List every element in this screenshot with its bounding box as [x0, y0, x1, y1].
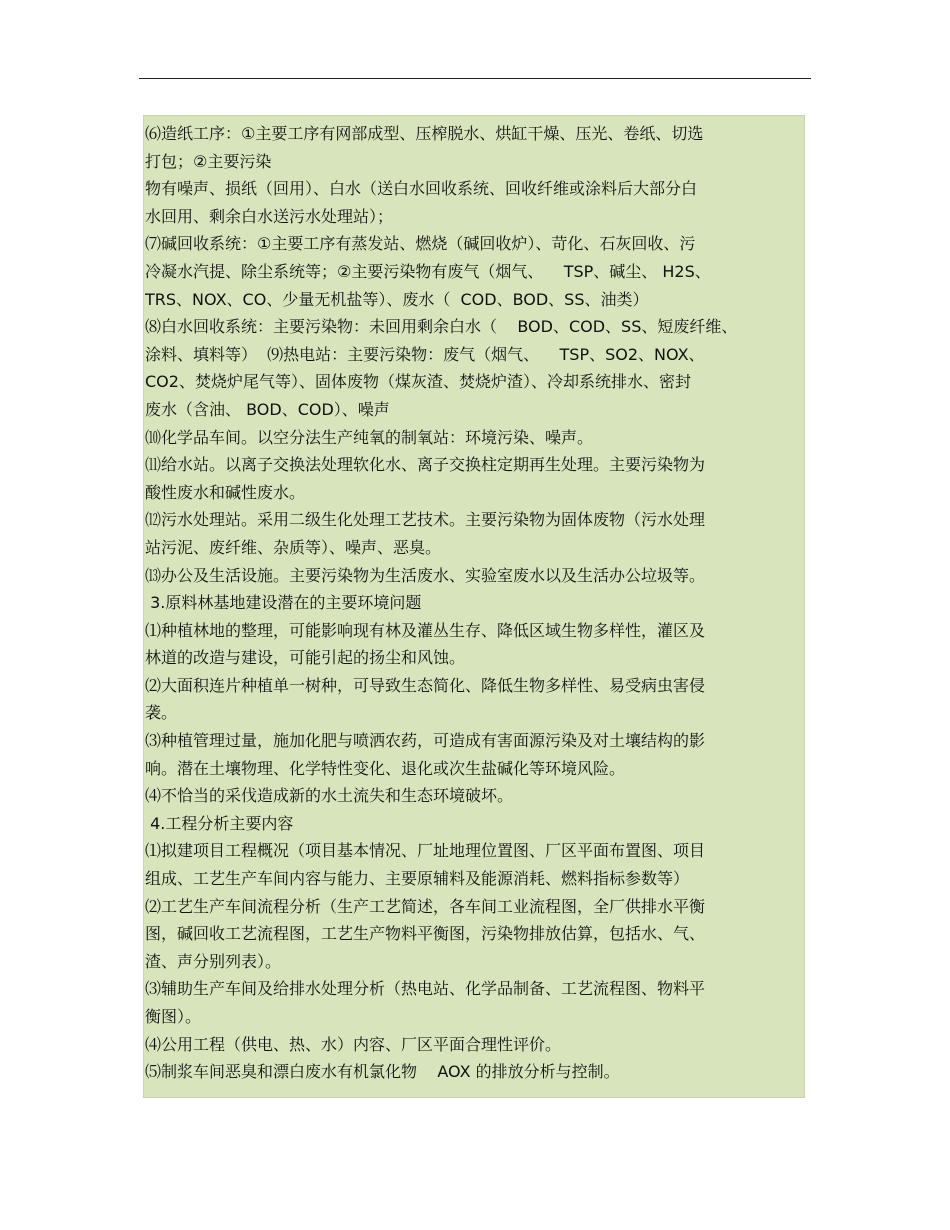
section-heading: 3.原料林基地建设潜在的主要环境问题: [145, 593, 422, 613]
text-line: ⑺碱回收系统：①主要工序有蒸发站、燃烧（碱回收炉）、苛化、石灰回收、污: [145, 234, 696, 254]
text-line: 涂料、填料等） ⑼热电站：主要污染物：废气（烟气、 TSP、SO2、NOX、: [145, 344, 705, 364]
text-line: 水回用、剩余白水送污水处理站）；: [145, 206, 394, 226]
text-line: 袭。: [145, 703, 178, 723]
text-line: 打包；②主要污染: [145, 151, 272, 171]
text-line: 废水（含油、 BOD、COD）、噪声: [145, 399, 390, 419]
text-line: ⑽化学品车间。以空分法生产纯氧的制氧站：环境污染、噪声。: [145, 427, 594, 447]
text-line: ⑻白水回收系统：主要污染物：未回用剩余白水（ BOD、COD、SS、短废纤维、: [145, 317, 738, 337]
text-line: ⑹造纸工序：①主要工序有网部成型、压榨脱水、烘缸干燥、压光、卷纸、切选: [145, 124, 704, 143]
text-line: 酸性废水和碱性废水。: [145, 482, 306, 502]
text-line: 渣、声分别列表）。: [145, 951, 282, 971]
text-line: ⑷不恰当的采伐造成新的水土流失和生态环境破坏。: [145, 786, 514, 806]
text-line: TRS、NOX、CO、少量无机盐等）、废水（ COD、BOD、SS、油类）: [145, 289, 649, 309]
text-line: 组成、工艺生产车间内容与能力、主要原辅料及能源消耗、燃料指标参数等）: [145, 869, 690, 889]
text-line: CO2、焚烧炉尾气等）、固体废物（煤灰渣、焚烧炉渣）、冷却系统排水、密封: [145, 372, 691, 392]
text-line: 冷凝水汽提、除尘系统等；②主要污染物有废气（烟气、 TSP、碱尘、 H2S、: [145, 261, 711, 281]
text-line: 林道的改造与建设，可能引起的扬尘和风蚀。: [145, 648, 466, 668]
text-line: 图，碱回收工艺流程图，工艺生产物料平衡图，污染物排放估算，包括水、气、: [145, 924, 706, 944]
document-body: [145, 120, 805, 1086]
text-line: ⑾给水站。以离子交换法处理软化水、离子交换柱定期再生处理。主要污染物为: [145, 455, 706, 475]
text-line: ⑴拟建项目工程概况（项目基本情况、厂址地理位置图、厂区平面布置图、项目: [145, 841, 706, 861]
text-line: ⑸制浆车间恶臭和漂白废水有机氯化物 AOX 的排放分析与控制。: [145, 1062, 620, 1082]
text-line: ⑵大面积连片种植单一树种，可导致生态简化、降低生物多样性、易受病虫害侵: [145, 675, 706, 695]
text-line: ⒀办公及生活设施。主要污染物为生活废水、实验室废水以及生活办公垃圾等。: [145, 565, 706, 585]
text-line: ⑴种植林地的整理，可能影响现有林及灌丛生存、降低区域生物多样性，灌区及: [145, 620, 706, 640]
text-line: ⑷公用工程（供电、热、水）内容、厂区平面合理性评价。: [145, 1034, 562, 1054]
text-line: ⑶辅助生产车间及给排水处理分析（热电站、化学品制备、工艺流程图、物料平: [145, 979, 706, 999]
text-line: 物有噪声、损纸（回用）、白水（送白水回收系统、回收纤维或涂料后大部分白: [145, 179, 698, 199]
text-line: ⑵工艺生产车间流程分析（生产工艺简述，各车间工业流程图，全厂供排水平衡: [145, 896, 706, 916]
text-line: ⑿污水处理站。采用二级生化处理工艺技术。主要污染物为固体废物（污水处理: [145, 510, 706, 530]
text-line: 站污泥、废纤维、杂质等）、噪声、恶臭。: [145, 537, 442, 557]
text-line: ⑶种植管理过量，施加化肥与喷洒农药，可造成有害面源污染及对土壤结构的影: [145, 731, 706, 751]
text-line: 衡图）。: [145, 1007, 202, 1026]
text-line: 响。潜在土壤物理、化学特性变化、退化或次生盐碱化等环境风险。: [145, 758, 626, 778]
header-rule: [139, 78, 811, 79]
section-heading: 4.工程分析主要内容: [145, 813, 294, 833]
